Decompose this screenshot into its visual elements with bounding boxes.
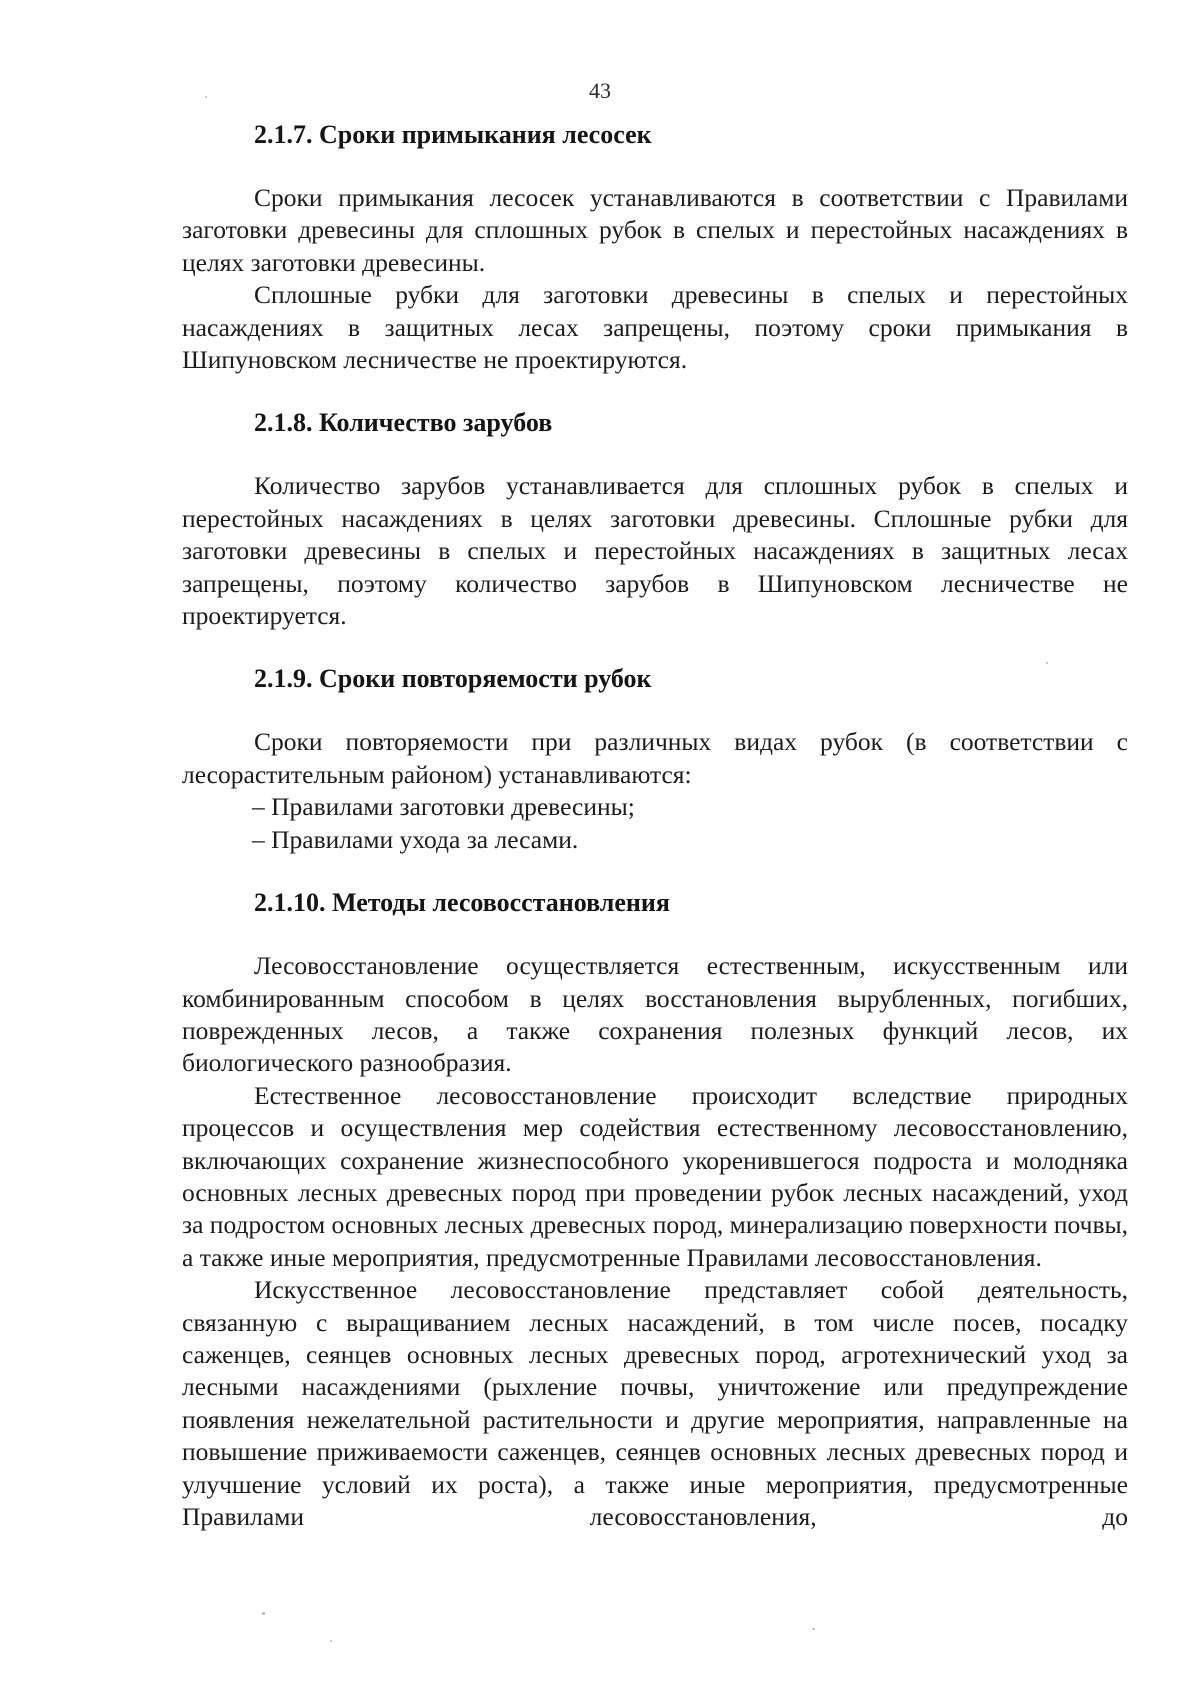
scan-speck (205, 96, 207, 98)
paragraph: Сроки примыкания лесосек устанавливаются в соответствии с Правилами заготовки древесины для сплошных рубок в спелых и перестойных насаждениях в целях заготовки древесины. (182, 183, 1128, 277)
scan-speck (330, 1640, 332, 1642)
scan-speck (812, 1628, 815, 1630)
paragraph: Сроки повторяемости при различных видах рубок (в соответствии с лесорастительным районом) устанавливаются: (182, 727, 1128, 789)
section-heading: 2.1.7. Сроки примыкания лесосек (254, 120, 652, 149)
scan-speck (262, 1612, 265, 1615)
section-heading: 2.1.10. Методы лесовосстановления (254, 888, 670, 918)
document-body (182, 118, 1128, 1533)
paragraph: Естественное лесовосстановление происходит вследствие природных процессов и осуществления мер содействия естественному лесовосстановлению, включающих сохранение жизнеспособного укоренившегося подроста и молодняка основных лесных древесных пород при проведении рубок лесных насаждений, уход за подростом основных лесных древесных пород, минерализацию поверхности почвы, а также иные мероприятия, предусмотренные Правилами лесовосстановления. (182, 1080, 1128, 1272)
list-item: – Правилами заготовки древесины; (252, 792, 635, 822)
section-2-1-7 (182, 118, 1128, 376)
scan-speck (1046, 662, 1048, 664)
paragraph: Лесовосстановление осуществляется естественным, искусственным или комбинированным способом в целях восстановления вырубленных, погибших, поврежденных лесов, а также сохранения полезных функций лесов, их биологического разнообразия. (182, 951, 1128, 1078)
list-item: – Правилами ухода за лесами. (252, 824, 579, 854)
section-2-1-9 (182, 662, 1128, 856)
section-heading: 2.1.8. Количество зарубов (254, 408, 553, 438)
paragraph: Искусственное лесовосстановление представляет собой деятельность, связанную с выращиванием лесных насаждений, в том числе посев, посадку саженцев, сеянцев основных лесных древесных пород, агротехнический уход за лесными насаждениями (рыхление почвы, уничтожение или предупреждение появления нежелательной растительности и другие мероприятия, направленные на повышение приживаемости саженцев, сеянцев основных лесных древесных пород и улучшение условий их роста), а также иные мероприятия, предусмотренные Правилами лесовосстановления, до (182, 1275, 1128, 1531)
page-number: 43 (589, 78, 611, 103)
section-2-1-10 (182, 886, 1128, 1533)
paragraph: Сплошные рубки для заготовки древесины в спелых и перестойных насаждениях в защитных лесах запрещены, поэтому сроки примыкания в Шипуновском лесничестве не проектируются. (182, 280, 1128, 375)
section-heading: 2.1.9. Сроки повторяемости рубок (254, 664, 652, 694)
section-2-1-8 (182, 406, 1128, 632)
paragraph: Количество зарубов устанавливается для сплошных рубок в спелых и перестойных насаждениях в целях заготовки древесины. Сплошные рубки для заготовки древесины в спелых и перестойных насаждениях в защитных лесах запрещены, поэтому количество зарубов в Шипуновском лесничестве не проектируется. (182, 471, 1128, 631)
